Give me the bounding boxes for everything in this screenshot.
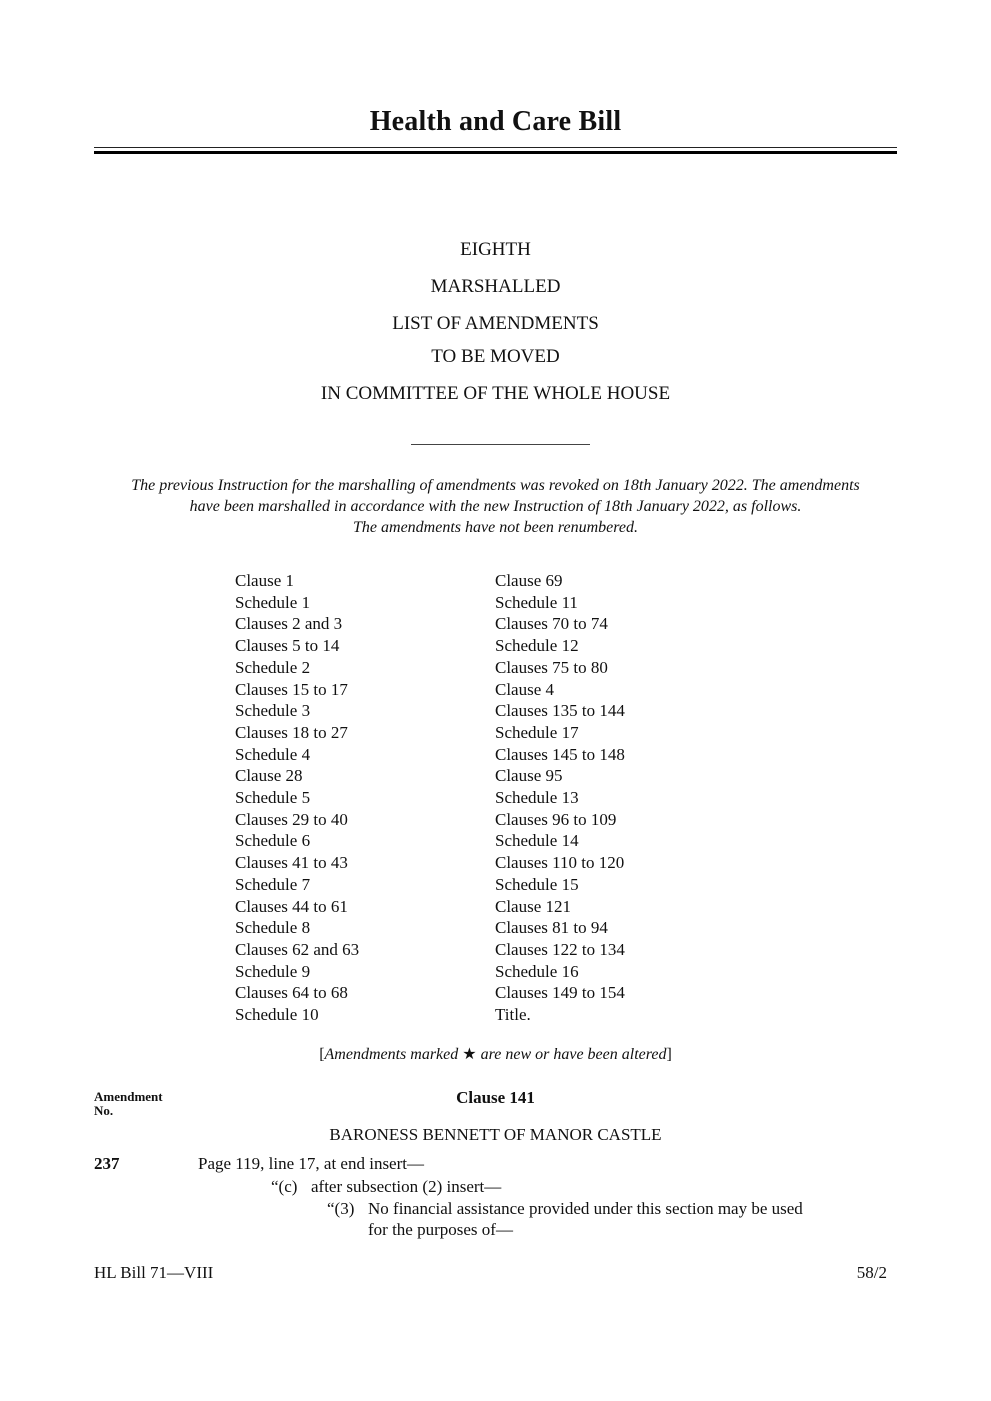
order-item: Clauses 44 to 61 bbox=[235, 896, 348, 916]
footer-bill-reference: HL Bill 71—VIII bbox=[94, 1263, 214, 1282]
amendment-instruction: Page 119, line 17, at end insert— bbox=[198, 1154, 424, 1173]
heading-line-1: EIGHTH bbox=[460, 239, 531, 260]
order-item: Schedule 6 bbox=[235, 831, 311, 851]
heading-line-2: MARSHALLED bbox=[430, 276, 561, 297]
amendment-label-line-2: No. bbox=[94, 1103, 114, 1118]
order-item: Clause 95 bbox=[495, 766, 563, 786]
order-item: Clauses 145 to 148 bbox=[495, 744, 625, 764]
star-icon: ★ bbox=[462, 1046, 477, 1063]
marshalling-instruction bbox=[60, 475, 931, 538]
order-item: Clauses 149 to 154 bbox=[495, 983, 625, 1003]
clause-heading: Clause 141 bbox=[456, 1088, 535, 1107]
order-item: Clause 69 bbox=[495, 571, 563, 590]
note-text-after: are new or have been altered bbox=[476, 1046, 667, 1063]
subsection-3-line-1: No financial assistance provided under this section may be used bbox=[368, 1199, 803, 1218]
order-item: Clauses 122 to 134 bbox=[495, 939, 625, 959]
order-item: Schedule 17 bbox=[495, 722, 579, 742]
amendments-marked-note bbox=[0, 1044, 991, 1064]
order-item: Schedule 14 bbox=[495, 831, 579, 851]
order-item: Clauses 18 to 27 bbox=[235, 722, 348, 742]
order-item: Clauses 81 to 94 bbox=[495, 918, 608, 938]
heading-line-4: TO BE MOVED bbox=[431, 346, 560, 367]
order-item: Clauses 110 to 120 bbox=[495, 853, 625, 873]
order-item: Clauses 15 to 17 bbox=[235, 679, 348, 699]
order-item: Clauses 96 to 109 bbox=[495, 809, 617, 829]
order-item: Schedule 3 bbox=[235, 701, 311, 721]
order-item: Schedule 12 bbox=[495, 636, 579, 656]
title-rule-thin bbox=[94, 147, 897, 148]
marshalling-order-right-column bbox=[495, 570, 625, 1026]
order-item: Clause 4 bbox=[495, 679, 555, 699]
instruction-line-1: The previous Instruction for the marshalling of amendments was revoked on 18th January 2022. The amendments bbox=[131, 477, 860, 494]
order-item: Title. bbox=[495, 1005, 531, 1025]
instruction-line-3: The amendments have not been renumbered. bbox=[353, 519, 638, 536]
amendment-sponsor: BARONESS BENNETT OF MANOR CASTLE bbox=[329, 1125, 662, 1144]
marshalling-order-left-column bbox=[235, 570, 359, 1026]
order-item: Clause 1 bbox=[235, 571, 295, 590]
order-item: Clauses 70 to 74 bbox=[495, 614, 608, 634]
order-item: Schedule 4 bbox=[235, 744, 311, 764]
order-item: Schedule 9 bbox=[235, 961, 311, 981]
title-rule-thick bbox=[94, 151, 897, 154]
order-item: Schedule 10 bbox=[235, 1005, 319, 1025]
order-item: Schedule 15 bbox=[495, 874, 579, 894]
note-open-bracket: [ bbox=[319, 1046, 325, 1063]
order-item: Clauses 135 to 144 bbox=[495, 701, 625, 721]
order-item: Clauses 29 to 40 bbox=[235, 809, 348, 829]
note-text-before: Amendments marked bbox=[324, 1046, 463, 1063]
order-item: Clauses 75 to 80 bbox=[495, 657, 608, 677]
amendment-label-line-1: Amendment bbox=[94, 1089, 163, 1104]
paragraph-c-label: “(c) bbox=[271, 1177, 298, 1196]
footer-print-reference: 58/2 bbox=[856, 1263, 887, 1282]
order-item: Clauses 62 and 63 bbox=[235, 939, 360, 959]
amendment-number: 237 bbox=[94, 1154, 120, 1173]
order-item: Clause 121 bbox=[495, 896, 572, 916]
order-item: Schedule 13 bbox=[495, 788, 579, 808]
note-close-bracket: ] bbox=[666, 1046, 672, 1063]
subsection-3-line-2: for the purposes of— bbox=[368, 1220, 513, 1239]
section-divider bbox=[411, 444, 590, 445]
bill-title: Health and Care Bill bbox=[369, 106, 622, 137]
order-item: Clause 28 bbox=[235, 766, 303, 786]
heading-line-3: LIST OF AMENDMENTS bbox=[392, 313, 599, 334]
order-item: Schedule 16 bbox=[495, 961, 579, 981]
order-item: Schedule 8 bbox=[235, 918, 311, 938]
order-item: Schedule 1 bbox=[235, 592, 311, 612]
instruction-line-2: have been marshalled in accordance with the new Instruction of 18th January 2022, as follows. bbox=[189, 498, 802, 515]
order-item: Clauses 2 and 3 bbox=[235, 614, 343, 634]
order-item: Schedule 5 bbox=[235, 788, 311, 808]
order-item: Clauses 41 to 43 bbox=[235, 853, 348, 873]
order-item: Clauses 64 to 68 bbox=[235, 983, 348, 1003]
heading-line-5: IN COMMITTEE OF THE WHOLE HOUSE bbox=[320, 383, 671, 404]
order-item: Schedule 11 bbox=[495, 592, 578, 612]
order-item: Clauses 5 to 14 bbox=[235, 636, 340, 656]
paragraph-c-text: after subsection (2) insert— bbox=[311, 1177, 502, 1196]
order-item: Schedule 2 bbox=[235, 657, 311, 677]
order-item: Schedule 7 bbox=[235, 874, 311, 894]
subsection-3-label: “(3) bbox=[327, 1199, 355, 1218]
